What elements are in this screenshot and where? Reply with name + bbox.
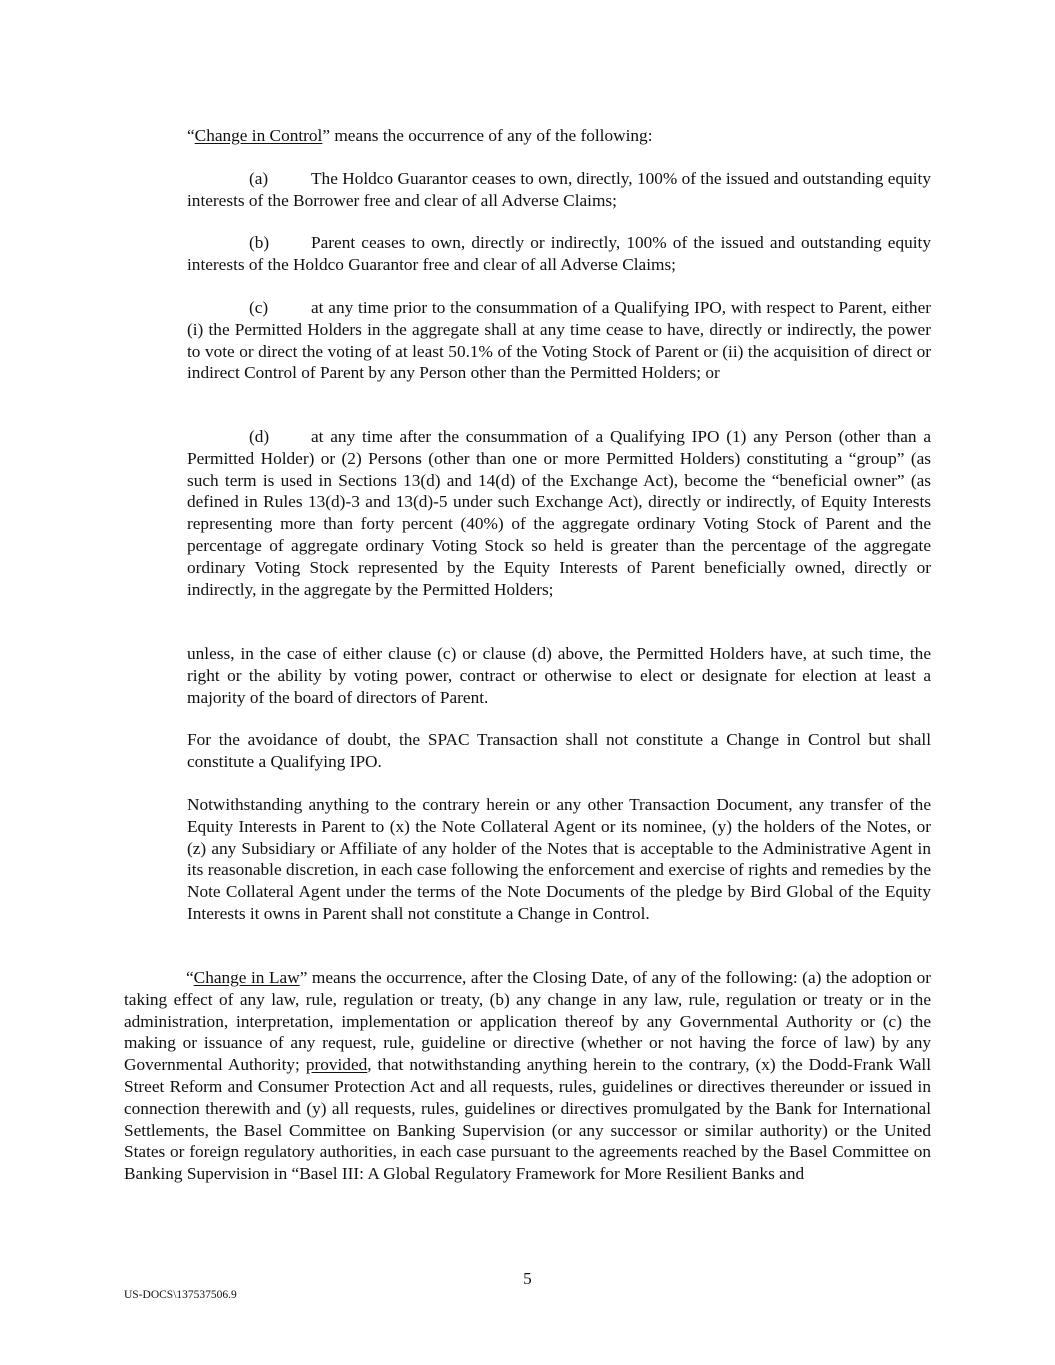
change-in-law-definition bbox=[124, 967, 931, 1185]
clause-d bbox=[187, 426, 931, 600]
clause-text: Parent ceases to own, directly or indirectly, 100% of the issued and outstanding equity interests of the Holdco Guarantor free and clear of all Adverse Claims; bbox=[187, 233, 931, 274]
notwithstanding-paragraph: Notwithstanding anything to the contrary herein or any other Transaction Document, any transfer of the Equity Interests in Parent to (x) the Note Collateral Agent or its nominee, (y) the holders of the Notes, or (z) any Subsidiary or Affiliate of any holder of the Notes that is acceptable to the Administrative Agent in its reasonable discretion, in each case following the enforcement and exercise of rights and remedies by the Note Collateral Agent under the terms of the Note Documents of the pledge by Bird Global of the Equity Interests it owns in Parent shall not constitute a Change in Control. bbox=[187, 795, 931, 923]
open-quote: “ bbox=[187, 126, 195, 145]
clause-b bbox=[187, 232, 931, 276]
clause-label: (a) bbox=[249, 169, 269, 188]
change-in-control-definition bbox=[187, 125, 931, 147]
clause-text: at any time after the consummation of a Qualifying IPO (1) any Person (other than a Permitted Holder) or (2) Persons (other than one or more Permitted Holders) constituting a “group” (as such term is used in Sections 13(d) and 14(d) of the Exchange Act), become the “beneficial owner” (as defined in Rules 13(d)-3 and 13(d)-5 under such Exchange Act), directly or indirectly, of Equity Interests representing more than forty percent (40%) of the aggregate ordinary Voting Stock of Parent and the percentage of aggregate ordinary Voting Stock so held is greater than the percentage of the aggregate ordinary Voting Stock represented by the Equity Interests of Parent beneficially owned, directly or indirectly, in the aggregate by the Permitted Holders; bbox=[187, 427, 931, 599]
definition-text-continued: , that notwithstanding anything herein to the contrary, (x) the Dodd-Frank Wall Street Reform and Consumer Protection Act and all requests, rules, guidelines or directives thereunder or issued in connection therewith and (y) all requests, rules, guidelines or directives promulgated by the Bank for International Settlements, the Basel Committee on Banking Supervision (or any successor or similar authority) or the United States or foreign regulatory authorities, in each case pursuant to the agreements reached by the Basel Committee on Banking Supervision in “Basel III: A Global Regulatory Framework for More Resilient Banks and bbox=[124, 1055, 931, 1184]
document-id-footer: US-DOCS\137537506.9 bbox=[124, 1289, 237, 1301]
avoidance-paragraph: For the avoidance of doubt, the SPAC Transaction shall not constitute a Change in Control but shall constitute a Qualifying IPO. bbox=[187, 730, 931, 771]
definition-text: ” means the occurrence, after the Closing Date, of any of the following: (a) the adoption or taking effect of any law, rule, regulation or treaty, (b) any change in any law, rule, regulation or treaty or in the administration, interpretation, implementation or application thereof by any Governmental Authority or (c) the making or issuance of any request, rule, guideline or directive (whether or not having the force of law) by any Governmental Authority; bbox=[124, 968, 931, 1075]
defined-term-change-in-control: Change in Control bbox=[194, 126, 323, 145]
definition-intro: ” means the occurrence of any of the following: bbox=[322, 126, 653, 145]
provided-term: provided bbox=[305, 1055, 368, 1075]
clause-text: The Holdco Guarantor ceases to own, directly, 100% of the issued and outstanding equity interests of the Borrower free and clear of all Adverse Claims; bbox=[187, 169, 931, 210]
page-number: 5 bbox=[523, 1269, 532, 1288]
clause-a bbox=[187, 168, 931, 212]
clause-text: at any time prior to the consummation of a Qualifying IPO, with respect to Parent, either (i) the Permitted Holders in the aggregate shall at any time cease to have, directly or indirectly, the power to vote or direct the voting of at least 50.1% of the Voting Stock of Parent or (ii) the acquisition of direct or indirect Control of Parent by any Person other than the Permitted Holders; or bbox=[187, 298, 931, 383]
clause-label: (c) bbox=[249, 298, 269, 317]
open-quote: “ bbox=[186, 968, 194, 987]
clause-label: (d) bbox=[249, 427, 270, 446]
unless-paragraph: unless, in the case of either clause (c) or clause (d) above, the Permitted Holders have, at such time, the right or the ability by voting power, contract or otherwise to elect or designate for election at least a majority of the board of directors of Parent. bbox=[187, 644, 931, 707]
defined-term-change-in-law: Change in Law bbox=[193, 968, 300, 987]
clause-label: (b) bbox=[249, 233, 270, 252]
clause-c bbox=[187, 297, 931, 384]
